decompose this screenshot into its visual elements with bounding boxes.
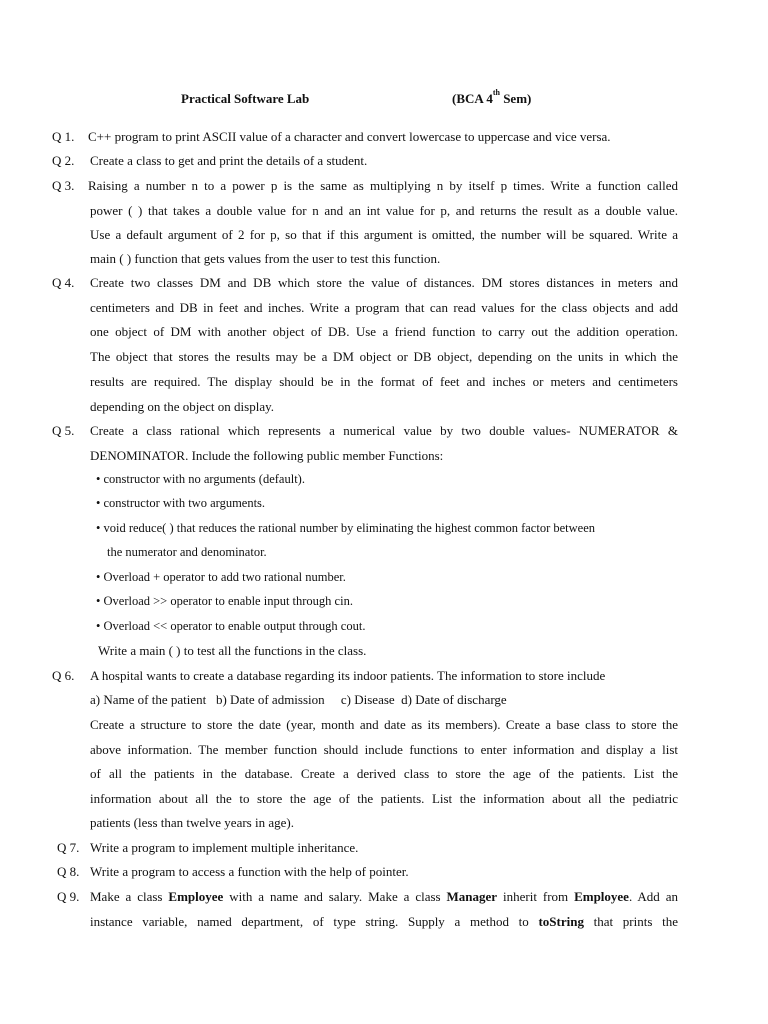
question-4-line: one object of DM with another object of DB. Use a friend function to carry out the addition operation. <box>90 324 678 339</box>
question-5-bullet: the numerator and denominator. <box>107 545 267 559</box>
question-number-9: Q 9. <box>57 889 80 904</box>
question-4-line: results are required. The display should be in the format of feet and inches or meters and centimeters <box>90 374 678 389</box>
question-number-1: Q 1. <box>52 129 75 144</box>
question-6-line: of all the patients in the database. Create a derived class to store the age of the patients. List the <box>90 766 678 781</box>
question-2-text: Create a class to get and print the details of a student. <box>90 153 368 168</box>
question-6-line: information about all the to store the age of the patients. List the information about all the pediatric <box>90 791 678 806</box>
question-9-line-2 <box>90 914 678 930</box>
question-3-line: Use a default argument of 2 for p, so that if this argument is omitted, the number will be squared. Write a <box>90 227 678 242</box>
question-7-text: Write a program to implement multiple inheritance. <box>90 840 359 855</box>
q9-employee: Employee <box>574 889 629 904</box>
question-5-bullet: • Overload >> operator to enable input through cin. <box>96 594 353 608</box>
question-3-line: main ( ) function that gets values from the user to test this function. <box>90 251 441 266</box>
q9-manager: Manager <box>446 889 498 904</box>
question-number-2: Q 2. <box>52 153 75 168</box>
question-5-line: Create a class rational which represents a numerical value by two double values- NUMERATOR & <box>90 423 678 438</box>
course-suffix: Sem) <box>503 91 532 106</box>
question-5-line: DENOMINATOR. Include the following public member Functions: <box>90 448 444 463</box>
question-3-line: power ( ) that takes a double value for n and an int value for p, and returns the result as a double value. <box>90 203 678 218</box>
question-number-7: Q 7. <box>57 840 80 855</box>
q9-tostring: toString <box>538 914 584 929</box>
question-8-text: Write a program to access a function with the help of pointer. <box>90 864 409 879</box>
question-4-line: The object that stores the results may be a DM object or DB object, depending on the units in which the <box>90 349 678 364</box>
q9-employee: Employee <box>168 889 224 904</box>
page-title: Practical Software Lab <box>181 91 310 106</box>
question-number-6: Q 6. <box>52 668 75 683</box>
question-6-line: A hospital wants to create a database regarding its indoor patients. The information to store include <box>90 668 606 683</box>
question-5-bullet: • Overload << operator to enable output through cout. <box>96 619 366 633</box>
question-6-line: patients (less than twelve years in age). <box>90 815 294 830</box>
q9-text: instance variable, named department, of type string. Supply a method to <box>90 914 539 929</box>
question-6-line: a) Name of the patient b) Date of admission c) Disease d) Date of discharge <box>90 692 507 707</box>
course-name: BCA 4 <box>456 91 493 106</box>
question-4-line: Create two classes DM and DB which store the value of distances. DM stores distances in meters and <box>90 275 678 290</box>
q9-text: that prints the <box>583 914 678 929</box>
course-label <box>452 88 532 107</box>
question-9-line-1 <box>90 889 678 905</box>
question-number-3: Q 3. <box>52 178 75 193</box>
question-number-8: Q 8. <box>57 864 80 879</box>
question-3-line: Raising a number n to a power p is the same as multiplying n by itself p times. Write a function called <box>88 178 678 193</box>
q9-text: with a name and salary. Make a class <box>223 889 447 904</box>
course-open: ( <box>452 91 457 106</box>
q9-text: Make a class <box>90 889 169 904</box>
q9-text: . Add an <box>628 889 678 904</box>
question-5-bullet: • Overload + operator to add two rational number. <box>96 570 346 584</box>
question-6-line: Create a structure to store the date (year, month and date as its members). Create a base class to store the <box>90 717 678 732</box>
q9-text: inherit from <box>497 889 575 904</box>
question-4-line: centimeters and DB in feet and inches. Write a program that can read values for the class objects and add <box>90 300 678 315</box>
question-number-5: Q 5. <box>52 423 75 438</box>
question-4-line: depending on the object on display. <box>90 399 275 414</box>
question-1-text: C++ program to print ASCII value of a character and convert lowercase to uppercase and vice versa. <box>88 129 611 144</box>
question-5-bullet: • constructor with two arguments. <box>96 496 266 510</box>
question-5-bullet: • void reduce( ) that reduces the rational number by eliminating the highest common factor between <box>96 521 595 535</box>
course-superscript: th <box>492 88 500 97</box>
question-5-bullet: Write a main ( ) to test all the functions in the class. <box>98 643 367 658</box>
question-5-bullet: • constructor with no arguments (default). <box>96 472 305 486</box>
question-6-line: above information. The member function should include functions to enter information and display a list <box>90 742 678 757</box>
question-number-4: Q 4. <box>52 275 75 290</box>
